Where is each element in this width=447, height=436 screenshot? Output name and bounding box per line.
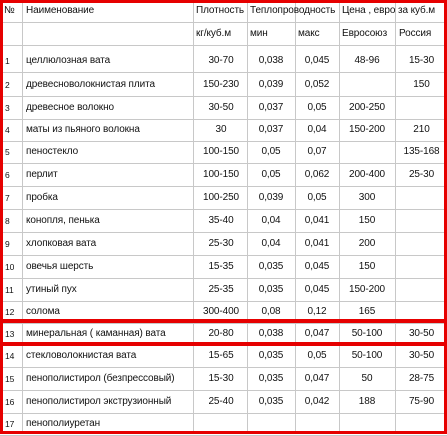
conductivity-max: 0,047 bbox=[304, 373, 330, 384]
row-number: 6 bbox=[5, 170, 10, 180]
grid-vline bbox=[193, 0, 194, 434]
conductivity-max: 0,045 bbox=[304, 284, 330, 295]
conductivity-min: 0,038 bbox=[258, 328, 284, 339]
header-conductivity: Теплопроводность bbox=[250, 5, 336, 16]
row-number: 15 bbox=[5, 374, 15, 384]
price-eu: 150 bbox=[358, 215, 376, 226]
row-number: 14 bbox=[5, 351, 15, 361]
density-value: 20-80 bbox=[208, 328, 234, 339]
row-number: 13 bbox=[5, 329, 15, 339]
material-name: пенополистирол экструзионный bbox=[26, 396, 172, 407]
price-eu: 50-100 bbox=[351, 328, 383, 339]
material-name: овечья шерсть bbox=[26, 261, 94, 272]
conductivity-min: 0,04 bbox=[261, 215, 281, 226]
conductivity-max: 0,041 bbox=[304, 215, 330, 226]
price-eu: 300 bbox=[358, 192, 376, 203]
grid-hline bbox=[0, 367, 447, 368]
price-eu: 188 bbox=[358, 396, 376, 407]
density-value: 15-30 bbox=[208, 373, 234, 384]
price-eu: 165 bbox=[358, 306, 376, 317]
conductivity-min: 0,05 bbox=[261, 146, 281, 157]
density-value: 150-230 bbox=[203, 79, 239, 90]
grid-hline bbox=[0, 345, 447, 346]
price-ru: 28-75 bbox=[408, 373, 435, 384]
conductivity-min: 0,037 bbox=[258, 124, 284, 135]
density-value: 25-40 bbox=[208, 396, 234, 407]
grid-hline bbox=[0, 413, 447, 414]
material-name: солома bbox=[26, 306, 60, 317]
density-value: 30-50 bbox=[208, 102, 234, 113]
material-name: пеностекло bbox=[26, 146, 79, 157]
grid-hline bbox=[0, 22, 447, 23]
grid-hline bbox=[0, 390, 447, 391]
row-number: 1 bbox=[5, 56, 10, 66]
conductivity-min: 0,05 bbox=[261, 169, 281, 180]
conductivity-max: 0,04 bbox=[307, 124, 327, 135]
density-value: 100-150 bbox=[203, 146, 239, 157]
conductivity-min: 0,08 bbox=[261, 306, 281, 317]
row-number: 17 bbox=[5, 419, 15, 429]
price-ru: 210 bbox=[413, 124, 430, 135]
conductivity-max: 0,05 bbox=[307, 192, 327, 203]
header-density-unit: кг/куб.м bbox=[196, 28, 231, 39]
grid-hline bbox=[0, 119, 447, 120]
density-value: 100-250 bbox=[203, 192, 239, 203]
material-name: древесноволокнистая плита bbox=[26, 79, 155, 90]
row-number: 9 bbox=[5, 239, 10, 249]
price-ru: 25-30 bbox=[408, 169, 435, 180]
conductivity-min: 0,035 bbox=[258, 284, 284, 295]
conductivity-min: 0,035 bbox=[258, 396, 284, 407]
price-eu: 150-200 bbox=[349, 124, 385, 135]
row-number: 10 bbox=[5, 262, 15, 272]
grid-hline bbox=[0, 278, 447, 279]
grid-hline bbox=[0, 301, 447, 302]
price-eu: 200 bbox=[358, 238, 376, 249]
conductivity-max: 0,07 bbox=[307, 146, 327, 157]
header-price-eu: Евросоюз bbox=[342, 28, 388, 39]
price-eu: 200-250 bbox=[349, 102, 385, 113]
material-name: перлит bbox=[26, 169, 58, 180]
price-eu: 200-400 bbox=[349, 169, 385, 180]
grid-hline bbox=[0, 186, 447, 187]
grid-hline bbox=[0, 45, 447, 46]
conductivity-max: 0,062 bbox=[304, 169, 330, 180]
density-value: 300-400 bbox=[203, 306, 239, 317]
header-price: Цена , евро за куб.м bbox=[342, 5, 436, 16]
density-value: 100-150 bbox=[203, 169, 239, 180]
density-value: 30 bbox=[215, 124, 227, 135]
row-number: 3 bbox=[5, 103, 10, 113]
density-value: 25-30 bbox=[208, 238, 234, 249]
row-number: 11 bbox=[5, 285, 14, 295]
row-number: 4 bbox=[5, 125, 10, 135]
density-value: 15-65 bbox=[208, 350, 234, 361]
price-ru: 30-50 bbox=[408, 328, 435, 339]
price-ru: 30-50 bbox=[408, 350, 435, 361]
grid-hline bbox=[0, 255, 447, 256]
price-eu: 48-96 bbox=[354, 55, 380, 66]
conductivity-max: 0,045 bbox=[304, 55, 330, 66]
material-name: утиный пух bbox=[26, 284, 77, 295]
grid-hline bbox=[0, 96, 447, 97]
conductivity-max: 0,052 bbox=[304, 79, 330, 90]
conductivity-max: 0,12 bbox=[307, 306, 327, 317]
material-name: стекловолокнистая вата bbox=[26, 350, 137, 361]
conductivity-max: 0,05 bbox=[307, 102, 327, 113]
price-ru: 135-168 bbox=[403, 146, 440, 157]
material-name: пробка bbox=[26, 192, 58, 203]
conductivity-min: 0,039 bbox=[258, 79, 284, 90]
material-name: пенополистирол (безпрессовый) bbox=[26, 373, 175, 384]
conductivity-min: 0,039 bbox=[258, 192, 284, 203]
material-name: древесное волокно bbox=[26, 102, 114, 113]
header-price-ru: Россия bbox=[399, 28, 432, 39]
density-value: 35-40 bbox=[208, 215, 234, 226]
price-ru: 15-30 bbox=[408, 55, 435, 66]
conductivity-max: 0,045 bbox=[304, 261, 330, 272]
material-name: минеральная ( каманная) вата bbox=[26, 328, 166, 339]
row-number: 2 bbox=[5, 80, 10, 90]
row-number: 12 bbox=[5, 307, 15, 317]
row-number: 16 bbox=[5, 397, 15, 407]
price-eu: 50-100 bbox=[351, 350, 383, 361]
conductivity-max: 0,041 bbox=[304, 238, 330, 249]
grid-hline bbox=[0, 72, 447, 73]
price-eu: 150-200 bbox=[349, 284, 385, 295]
conductivity-max: 0,047 bbox=[304, 328, 330, 339]
header-cond-max: макс bbox=[298, 28, 320, 39]
material-name: хлопковая вата bbox=[26, 238, 97, 249]
conductivity-min: 0,035 bbox=[258, 350, 284, 361]
grid-hline bbox=[0, 209, 447, 210]
grid-vline bbox=[22, 0, 23, 434]
price-eu: 50 bbox=[361, 373, 373, 384]
price-ru: 150 bbox=[413, 79, 430, 90]
header-num: № bbox=[4, 5, 15, 16]
grid-hline bbox=[0, 141, 447, 142]
conductivity-min: 0,04 bbox=[261, 238, 281, 249]
price-ru: 75-90 bbox=[408, 396, 435, 407]
header-name: Наименование bbox=[26, 5, 95, 16]
conductivity-max: 0,042 bbox=[304, 396, 330, 407]
conductivity-min: 0,035 bbox=[258, 261, 284, 272]
row-number: 5 bbox=[5, 147, 10, 157]
header-cond-min: мин bbox=[250, 28, 268, 39]
grid-hline bbox=[0, 323, 447, 324]
material-name: пенополиуретан bbox=[26, 418, 101, 429]
price-eu: 150 bbox=[358, 261, 376, 272]
row-number: 8 bbox=[5, 216, 10, 226]
material-name: маты из пьяного волокна bbox=[26, 124, 140, 135]
density-value: 15-35 bbox=[208, 261, 234, 272]
conductivity-min: 0,037 bbox=[258, 102, 284, 113]
material-name: конопля, пенька bbox=[26, 215, 100, 226]
conductivity-min: 0,038 bbox=[258, 55, 284, 66]
row-number: 7 bbox=[5, 193, 10, 203]
density-value: 25-35 bbox=[208, 284, 234, 295]
density-value: 30-70 bbox=[208, 55, 234, 66]
material-name: целлюлозная вата bbox=[26, 55, 111, 66]
grid-hline bbox=[0, 232, 447, 233]
conductivity-max: 0,05 bbox=[307, 350, 327, 361]
header-density: Плотность bbox=[196, 5, 245, 16]
conductivity-min: 0,035 bbox=[258, 373, 284, 384]
grid-hline bbox=[0, 163, 447, 164]
